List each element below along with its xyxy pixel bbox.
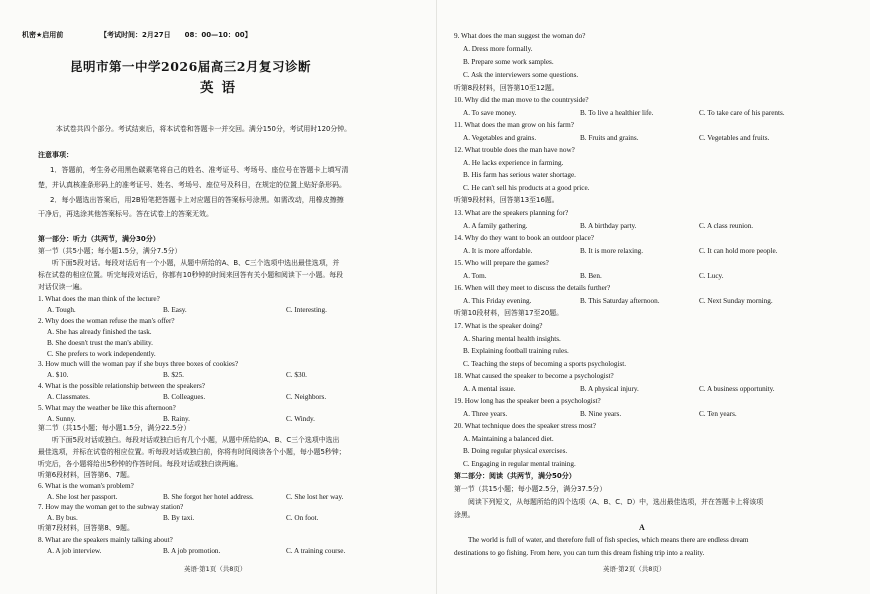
question-3-option-c: C. $30. bbox=[286, 371, 307, 379]
question-14-option-a: A. It is more affordable. bbox=[463, 247, 533, 255]
question-18-option-a: A. A mental issue. bbox=[463, 385, 516, 393]
section1-instructions-line-1: 听下面5段对话。每段对话后有一个小题，从题中所给的A、B、C三个选项中选出最佳选项，并 bbox=[52, 259, 340, 267]
question-3-option-b: B. $25. bbox=[163, 371, 184, 379]
question-12-option-c: C. He can't sell his products at a good price. bbox=[463, 184, 590, 192]
question-11-option-a: A. Vegetables and grains. bbox=[463, 134, 537, 142]
question-16-stem: 16. When will they meet to discuss the details further? bbox=[454, 284, 611, 292]
passage-line-1: The world is full of water, and therefore full of fish species, which means there are endless dream bbox=[468, 536, 749, 544]
question-12-option-b: B. His farm has serious water shortage. bbox=[463, 171, 576, 179]
question-4-option-a: A. Classmates. bbox=[47, 393, 90, 401]
section2-instructions-line-3: 听完后，各小题将给出5秒钟的作答时间。每段对话或独白读两遍。 bbox=[38, 460, 243, 468]
notes-heading: 注意事项： bbox=[38, 151, 73, 159]
question-6-option-c: C. She lost her way. bbox=[286, 493, 344, 501]
note-2-line-2: 干净后，再选涂其他答案标号。答在试卷上的答案无效。 bbox=[38, 210, 213, 218]
question-20-option-c: C. Engaging in regular mental training. bbox=[463, 460, 576, 468]
reading-section1-heading: 第一节（共15小题；每小题2.5分，满分37.5分） bbox=[454, 485, 607, 493]
question-8-option-b: B. A job promotion. bbox=[163, 547, 221, 555]
question-16-option-c: C. Next Sunday morning. bbox=[699, 297, 773, 305]
note-1-line-2: 楚，并认真核准条形码上的准考证号、姓名、考场号、座位号及科目，在规定的位置上贴好条形码。 bbox=[38, 181, 346, 189]
question-20-option-b: B. Doing regular physical exercises. bbox=[463, 447, 568, 455]
question-2-option-c: C. She prefers to work independently. bbox=[47, 350, 156, 358]
question-11-option-b: B. Fruits and grains. bbox=[580, 134, 639, 142]
question-1-option-c: C. Interesting. bbox=[286, 306, 327, 314]
question-10-stem: 10. Why did the man move to the countryside? bbox=[454, 96, 589, 104]
group-7-heading: 听第7段材料，回答第8、9题。 bbox=[38, 524, 134, 532]
section2-heading: 第二节（共15小题；每小题1.5分，满分22.5分） bbox=[38, 424, 191, 432]
question-10-option-a: A. To save money. bbox=[463, 109, 517, 117]
question-9-option-c: C. Ask the interviewers some questions. bbox=[463, 71, 579, 79]
question-11-option-c: C. Vegetables and fruits. bbox=[699, 134, 770, 142]
question-19-option-a: A. Three years. bbox=[463, 410, 508, 418]
question-7-option-a: A. By bus. bbox=[47, 514, 78, 522]
group-10-heading: 听第10段材料，回答第17至20题。 bbox=[454, 309, 563, 317]
group-9-heading: 听第9段材料，回答第13至16题。 bbox=[454, 196, 559, 204]
exam-title: 昆明市第一中学2026届高三2月复习诊断 bbox=[70, 59, 311, 74]
section1-instructions-line-2: 标在试卷的相应位置。听完每段对话后，你都有10秒钟的时间来回答有关小题和阅读下一小题。每段 bbox=[38, 271, 344, 279]
section1-instructions-line-3: 对话仅读一遍。 bbox=[38, 283, 87, 291]
question-17-option-c: C. Teaching the steps of becoming a sports psychologist. bbox=[463, 360, 627, 368]
question-5-stem: 5. What may the weather be like this afternoon? bbox=[38, 404, 176, 412]
question-3-stem: 3. How much will the woman pay if she buys three boxes of cookies? bbox=[38, 360, 239, 368]
question-7-option-b: B. By taxi. bbox=[163, 514, 195, 522]
part1-heading: 第一部分：听力（共两节，满分30分） bbox=[38, 235, 160, 243]
group-8-heading: 听第8段材料，回答第10至12题。 bbox=[454, 84, 559, 92]
reading-instructions-line-1: 阅读下列短文，从每题所给的四个选项（A、B、C、D）中，选出最佳选项，并在答题卡上将该项 bbox=[468, 498, 764, 506]
question-9-option-a: A. Dress more formally. bbox=[463, 45, 533, 53]
question-15-option-c: C. Lucy. bbox=[699, 272, 724, 280]
passage-line-2: destinations to go fishing. From here, you can turn this dream fishing trip into a reality. bbox=[454, 549, 705, 557]
question-16-option-b: B. This Saturday afternoon. bbox=[580, 297, 660, 305]
reading-instructions-line-2: 涂黑。 bbox=[454, 511, 475, 519]
question-2-option-b: B. She doesn't trust the man's ability. bbox=[47, 339, 153, 347]
question-6-option-a: A. She lost her passport. bbox=[47, 493, 118, 501]
question-19-option-b: B. Nine years. bbox=[580, 410, 622, 418]
question-7-stem: 7. How may the woman get to the subway station? bbox=[38, 503, 184, 511]
question-4-option-b: B. Colleagues. bbox=[163, 393, 206, 401]
question-18-option-b: B. A physical injury. bbox=[580, 385, 639, 393]
question-13-stem: 13. What are the speakers planning for? bbox=[454, 209, 569, 217]
question-4-option-c: C. Neighbors. bbox=[286, 393, 327, 401]
question-8-stem: 8. What are the speakers mainly talking about? bbox=[38, 536, 173, 544]
page-fold-divider bbox=[436, 0, 437, 594]
question-19-option-c: C. Ten years. bbox=[699, 410, 737, 418]
question-5-option-b: B. Rainy. bbox=[163, 415, 190, 423]
question-13-option-c: C. A class reunion. bbox=[699, 222, 754, 230]
question-14-stem: 14. Why do they want to book an outdoor place? bbox=[454, 234, 594, 242]
question-20-option-a: A. Maintaining a balanced diet. bbox=[463, 435, 554, 443]
page-2-footer: 英语·第2页（共8页） bbox=[603, 565, 666, 573]
question-15-option-a: A. Tom. bbox=[463, 272, 487, 280]
question-18-stem: 18. What caused the speaker to become a psychologist? bbox=[454, 372, 614, 380]
question-9-option-b: B. Prepare some work samples. bbox=[463, 58, 554, 66]
question-19-stem: 19. How long has the speaker been a psychologist? bbox=[454, 397, 601, 405]
group-6-heading: 听第6段材料，回答第6、7题。 bbox=[38, 471, 134, 479]
part2-heading: 第二部分：阅读（共两节，满分50分） bbox=[454, 472, 576, 480]
question-6-option-b: B. She forgot her hotel address. bbox=[163, 493, 254, 501]
question-11-stem: 11. What does the man grow on his farm? bbox=[454, 121, 574, 129]
question-12-option-a: A. He lacks experience in farming. bbox=[463, 159, 564, 167]
question-8-option-c: C. A training course. bbox=[286, 547, 346, 555]
subject-title: 英语 bbox=[200, 80, 243, 96]
question-1-stem: 1. What does the man think of the lecture? bbox=[38, 295, 160, 303]
question-3-option-a: A. $10. bbox=[47, 371, 69, 379]
question-8-option-a: A. A job interview. bbox=[47, 547, 102, 555]
section2-instructions-line-2: 最佳选项，并标在试卷的相应位置。听每段对话或独白前，你将有时间阅读各个小题，每小题5秒钟； bbox=[38, 448, 346, 456]
security-label: 机密★启用前 bbox=[22, 31, 64, 39]
section2-instructions-line-1: 听下面5段对话或独白。每段对话或独白后有几个小题，从题中所给的A、B、C三个选项中选出 bbox=[52, 436, 340, 444]
question-15-stem: 15. Who will prepare the games? bbox=[454, 259, 549, 267]
question-6-stem: 6. What is the woman's problem? bbox=[38, 482, 134, 490]
question-5-option-c: C. Windy. bbox=[286, 415, 315, 423]
question-2-stem: 2. Why does the woman refuse the man's offer? bbox=[38, 317, 175, 325]
question-10-option-b: B. To live a healthier life. bbox=[580, 109, 654, 117]
question-4-stem: 4. What is the possible relationship between the speakers? bbox=[38, 382, 205, 390]
question-15-option-b: B. Ben. bbox=[580, 272, 602, 280]
question-13-option-b: B. A birthday party. bbox=[580, 222, 637, 230]
passage-label: A bbox=[639, 523, 645, 532]
page-1-footer: 英语·第1页（共8页） bbox=[184, 565, 247, 573]
question-12-stem: 12. What trouble does the man have now? bbox=[454, 146, 575, 154]
note-1-line-1: 1．答题前，考生务必用黑色碳素笔将自己的姓名、准考证号、考场号、座位号在答题卡上填写清 bbox=[50, 166, 349, 174]
note-2-line-1: 2．每小题选出答案后，用2B铅笔把答题卡上对应题目的答案标号涂黑。如需改动，用橡皮擦擦 bbox=[50, 196, 344, 204]
exam-time: 【考试时间：2月27日 08：00—10：00】 bbox=[100, 31, 252, 39]
question-9-stem: 9. What does the man suggest the woman do? bbox=[454, 32, 586, 40]
question-16-option-a: A. This Friday evening. bbox=[463, 297, 532, 305]
question-5-option-a: A. Sunny. bbox=[47, 415, 76, 423]
question-17-option-b: B. Explaining football training rules. bbox=[463, 347, 569, 355]
question-20-stem: 20. What technique does the speaker stress most? bbox=[454, 422, 596, 430]
question-1-option-b: B. Easy. bbox=[163, 306, 187, 314]
question-10-option-c: C. To take care of his parents. bbox=[699, 109, 785, 117]
question-1-option-a: A. Tough. bbox=[47, 306, 76, 314]
question-14-option-c: C. It can hold more people. bbox=[699, 247, 778, 255]
question-13-option-a: A. A family gathering. bbox=[463, 222, 528, 230]
question-18-option-c: C. A business opportunity. bbox=[699, 385, 775, 393]
question-2-option-a: A. She has already finished the task. bbox=[47, 328, 152, 336]
section1-heading: 第一节（共5小题；每小题1.5分，满分7.5分） bbox=[38, 247, 182, 255]
question-14-option-b: B. It is more relaxing. bbox=[580, 247, 644, 255]
question-17-option-a: A. Sharing mental health insights. bbox=[463, 335, 561, 343]
intro-text: 本试卷共四个部分。考试结束后，将本试卷和答题卡一并交回。满分150分，考试用时120分钟。 bbox=[56, 125, 352, 133]
question-7-option-c: C. On foot. bbox=[286, 514, 319, 522]
question-17-stem: 17. What is the speaker doing? bbox=[454, 322, 543, 330]
